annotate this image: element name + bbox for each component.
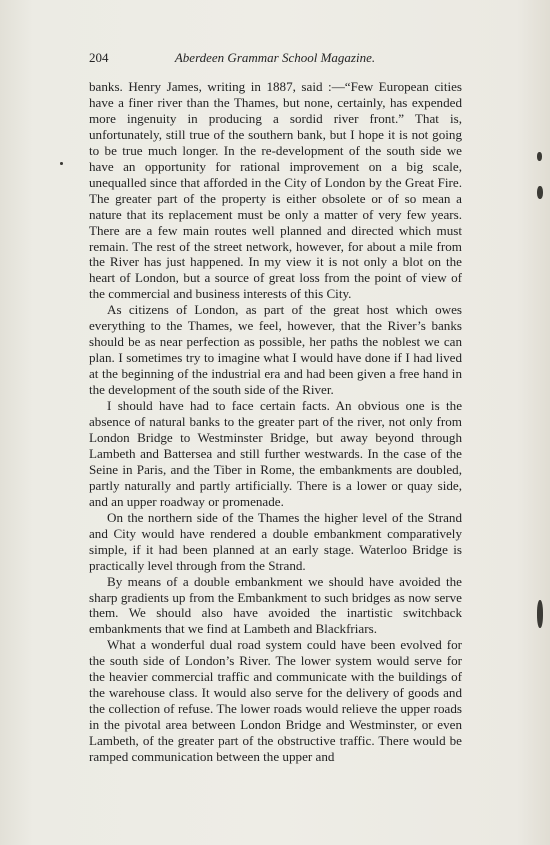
margin-speck <box>60 162 63 165</box>
paragraph: On the northern side of the Thames the higher level of the Strand and City would have rendered a double embankment comparatively simple, if it had been planned at an early stage. Waterloo Bridge is practically level through from the Strand. <box>89 509 462 573</box>
running-title: Aberdeen Grammar School Magazine. <box>174 50 376 65</box>
paragraph: As citizens of London, as part of the great host which owes everything to the Thames, we feel, however, that the River’s banks should be as near perfection as possible, her paths the noblest we can plan. I sometimes try to imagine what I would have done if I had lived at the beginning of the industrial era and had been given a free hand in the development of the south side of the River. <box>89 302 462 398</box>
paragraph: banks. Henry James, writing in 1887, said :—“Few European cities have a finer river than the Thames, but none, certainly, has expended more ingenuity in producing a sordid river front.” That is, unfortunately, still true of the southern bank, but I hope it is not going to be true much longer. In the re-development of the south side we have an opportunity for rational improvement on a big scale, unequalled since that afforded in the City of London by the Great Fire. The greater part of the property is either obsolete or of so mean a nature that its replacement must be only a matter of very few years. There are a few main routes well planned and directed which must remain. The rest of the street network, however, for about a mile from the River has just happened. In my view it is not only a blot on the heart of London, but a source of great loss from the point of view of the commercial and business interests of this City. <box>89 79 462 302</box>
margin-speck <box>537 152 542 161</box>
margin-speck <box>537 186 543 199</box>
article-body <box>89 79 462 765</box>
page-number: 204 <box>89 50 109 65</box>
running-header <box>89 48 461 68</box>
margin-speck <box>537 600 543 628</box>
paragraph: By means of a double embankment we should have avoided the sharp gradients up from the Embankment to such bridges as now serve them. We should also have avoided the inartistic switchback embankments that we find at Lambeth and Blackfriars. <box>89 573 462 637</box>
paragraph: What a wonderful dual road system could have been evolved for the south side of London’s River. The lower system would serve for the heavier commercial traffic and communicate with the buildings of the warehouse class. It would also serve for the delivery of goods and the collection of refuse. The lower roads would relieve the upper roads in the pivotal area between London Bridge and Westminster, or even Lambeth, of the greater part of the obstructive traffic. There would be ramped communication between the upper and <box>89 637 462 765</box>
paragraph: I should have had to face certain facts. An obvious one is the absence of natural banks to the greater part of the river, not only from London Bridge to Westminster Bridge, but away beyond through Lambeth and Battersea and still further westwards. In the case of the Seine in Paris, and the Tiber in Rome, the embankments are doubled, partly naturally and partly artificially. There is a lower or quay side, and an upper roadway or promenade. <box>89 398 462 509</box>
